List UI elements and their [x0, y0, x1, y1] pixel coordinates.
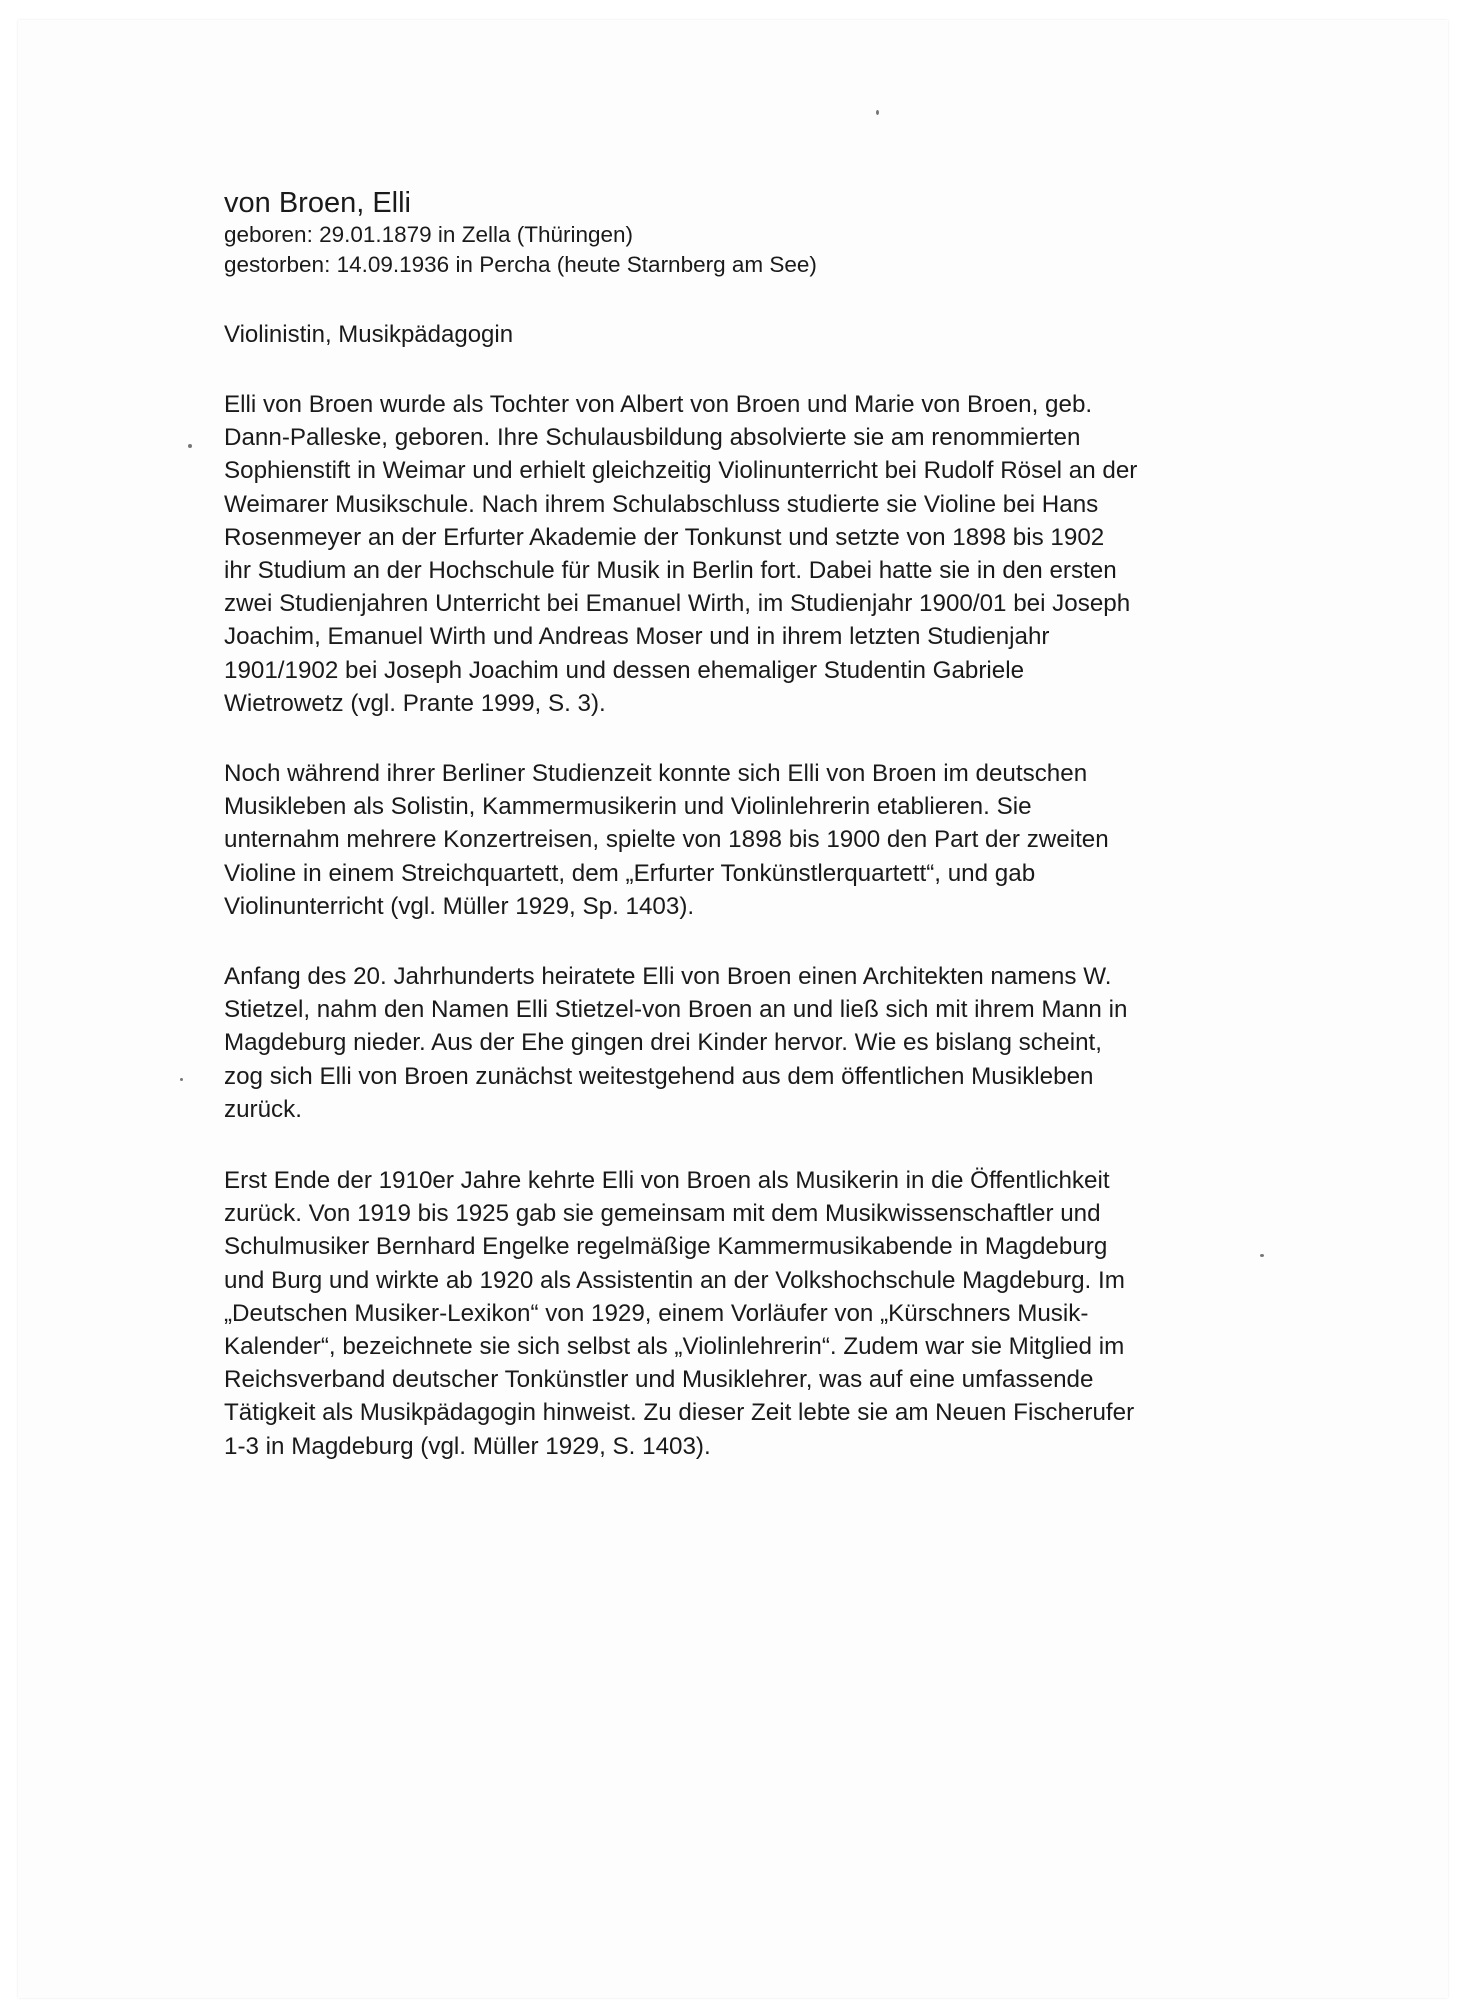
document-body — [224, 186, 1314, 1463]
death-info: gestorben: 14.09.1936 in Percha (heute Starnberg am See) — [224, 252, 817, 277]
paragraph-return: Erst Ende der 1910er Jahre kehrte Elli von Broen als Musikerin in die Öffentlichkeit zurück. Von 1919 bis 1925 gab sie gemeinsam mit dem Musikwissenschaftler und Schulmusiker Bernhard Engelke regelmäßige Kammermusikabende in Magdeburg und Burg und wirkte ab 1920 als Assistentin an der Volkshochschule Magdeburg. Im „Deutschen Musiker-Lexikon“ von 1929, einem Vorläufer von „Kürschners Musik- Kalender“, bezeichnete sie sich selbst als „Violinlehrerin“. Zudem war sie Mitglied im Reichsverband deutscher Tonkünstler und Musiklehrer, was auf eine umfassende Tätigkeit als Musikpädagogin hinweist. Zu dieser Zeit lebte sie am Neuen Fischerufer 1-3 in Magdeburg (vgl. Müller 1929, S. 1403). — [224, 1167, 1135, 1460]
birth-info: geboren: 29.01.1879 in Zella (Thüringen) — [224, 222, 634, 247]
scan-speck — [180, 1078, 183, 1081]
person-name: von Broen, Elli — [224, 187, 411, 219]
paragraph-marriage: Anfang des 20. Jahrhunderts heiratete Elli von Broen einen Architekten namens W. Stietzel, nahm den Namen Elli Stietzel-von Broen an und ließ sich mit ihrem Mann in Magdeburg nieder. Aus der Ehe gingen drei Kinder hervor. Wie es bislang scheint, zog sich Elli von Broen zunächst weitestgehend aus dem öffentlichen Musikleben zurück. — [224, 963, 1128, 1123]
scan-speck — [188, 444, 192, 448]
scanned-page — [18, 20, 1448, 1998]
profession: Violinistin, Musikpädagogin — [224, 321, 514, 348]
paragraph-career: Noch während ihrer Berliner Studienzeit konnte sich Elli von Broen im deutschen Musikleben als Solistin, Kammermusikerin und Violinlehrerin etablieren. Sie unternahm mehrere Konzertreisen, spielte von 1898 bis 1900 den Part der zweiten Violine in einem Streichquartett, dem „Erfurter Tonkünstlerquartett“, und gab Violinunterricht (vgl. Müller 1929, Sp. 1403). — [224, 760, 1109, 920]
paragraph-education: Elli von Broen wurde als Tochter von Albert von Broen und Marie von Broen, geb. Dann-Palleske, geboren. Ihre Schulausbildung absolvierte sie am renommierten Sophienstift in Weimar und erhielt gleichzeitig Violinunterricht bei Rudolf Rösel an der Weimarer Musikschule. Nach ihrem Schulabschluss studierte sie Violine bei Hans Rosenmeyer an der Erfurter Akademie der Tonkunst und setzte von 1898 bis 1902 ihr Studium an der Hochschule für Musik in Berlin fort. Dabei hatte sie in den ersten zwei Studienjahren Unterricht bei Emanuel Wirth, im Studienjahr 1900/01 bei Joseph Joachim, Emanuel Wirth und Andreas Moser und in ihrem letzten Studienjahr 1901/1902 bei Joseph Joachim und dessen ehemaliger Studentin Gabriele Wietrowetz (vgl. Prante 1999, S. 3). — [224, 391, 1138, 717]
scan-speck — [876, 110, 879, 115]
